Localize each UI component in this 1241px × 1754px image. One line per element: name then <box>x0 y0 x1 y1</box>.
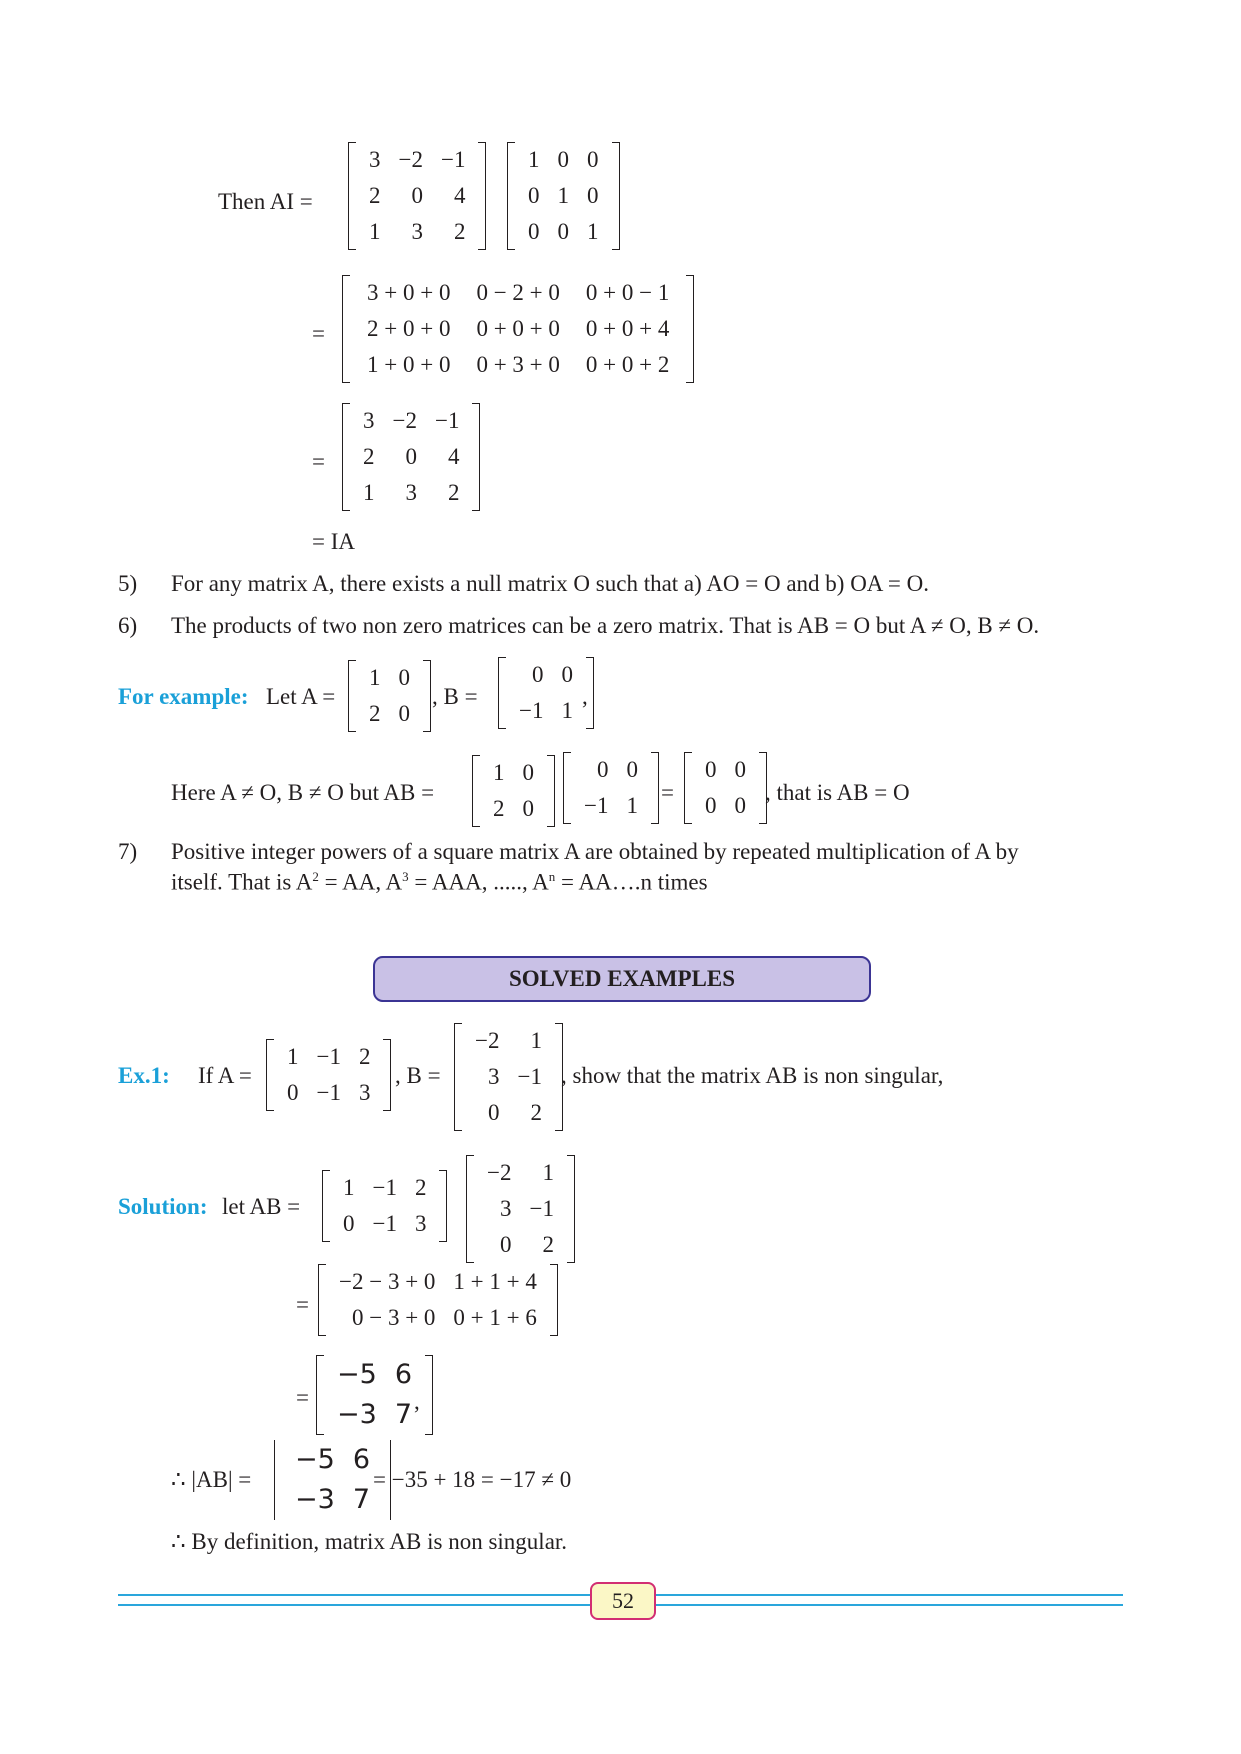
matrix-cell: 3 + 0 + 0 <box>367 280 451 305</box>
matrix-cell: 0 + 0 + 0 <box>476 316 560 341</box>
item-5-text: For any matrix A, there exists a null matrix O such that a) AO = O and b) OA = O. <box>171 571 929 596</box>
item-5-number: 5) <box>118 571 138 596</box>
matrix-cell: −1 <box>440 147 466 172</box>
matrix-cell: 2 <box>447 480 460 505</box>
matrix-cell: −1 <box>316 1080 341 1105</box>
matrix-cell: 0 + 1 + 6 <box>453 1305 537 1330</box>
solution-expanded-matrix <box>318 1264 558 1336</box>
item-6-text: The products of two non zero matrices can be a zero matrix. That is AB = O but A ≠ O, B ≠ O. <box>171 613 1040 638</box>
let-a-text: Let A = <box>266 684 336 709</box>
matrix-cell: 1 <box>587 219 599 244</box>
matrix-cell: 2 <box>530 1100 542 1125</box>
left-bracket <box>342 275 350 383</box>
for-example-label: For example: <box>118 684 249 709</box>
that-is-ab-text: , that is AB = O <box>765 780 910 805</box>
matrix-cell: −2 <box>487 1160 512 1185</box>
matrix-cell: 2 <box>369 183 381 208</box>
matrix-cell: 1 <box>369 665 381 690</box>
matrix-cell: 4 <box>447 444 460 469</box>
matrix-cell: 0 <box>596 757 609 782</box>
ex1-if-a-text: If A = <box>198 1063 252 1088</box>
example-matrix-b <box>498 657 594 729</box>
left-bracket <box>318 1264 326 1336</box>
matrix-cell: −2 <box>398 147 423 172</box>
matrix-cell: 0 <box>528 183 540 208</box>
trailing-comma: , <box>414 1389 420 1414</box>
right-bracket <box>550 1264 558 1336</box>
page-number: 52 <box>590 1582 656 1620</box>
here-matrix-b <box>563 752 659 824</box>
left-bracket <box>274 1440 277 1520</box>
matrix-cell: 1 <box>363 480 375 505</box>
matrix-cell: 2 <box>453 219 466 244</box>
matrix-cell: −5 <box>295 1444 335 1475</box>
matrix-cell: 2 <box>358 1044 371 1069</box>
right-bracket <box>439 1170 447 1242</box>
matrix-cell: 1 <box>493 760 505 785</box>
matrix-cell: 3 <box>405 480 417 505</box>
matrix-cell: −2 − 3 + 0 <box>339 1269 436 1294</box>
matrix-cell: 0 + 0 − 1 <box>585 280 670 305</box>
matrix-cell: 3 <box>369 147 381 172</box>
item-7-line-2: itself. That is $A^2$ = AA, $A^3$ = AAA, ....., $A^n$ = AA….n times <box>171 869 708 895</box>
ex1-matrix-b <box>454 1023 563 1131</box>
matrix-cell: 1 <box>557 183 569 208</box>
matrix-cell: 0 − 3 + 0 <box>351 1305 436 1330</box>
matrix-cell: 0 <box>705 793 717 818</box>
ex1-comma-b-text: , B = <box>395 1063 441 1088</box>
here-text: Here A ≠ O, B ≠ O but AB = <box>171 780 435 805</box>
matrix-cell: 2 <box>542 1232 554 1257</box>
equals-sign: = <box>661 780 674 805</box>
matrix-cell: 0 <box>343 1211 355 1236</box>
matrix-cell: 2 <box>363 444 375 469</box>
therefore-det-text: ∴ |AB| = <box>171 1467 252 1492</box>
let-ab-text: let AB = <box>222 1194 301 1219</box>
matrix-cell: −3 <box>337 1399 377 1430</box>
matrix-cell: 0 <box>487 1100 500 1125</box>
matrix-cell: −1 <box>372 1175 397 1200</box>
matrix-cell: 0 <box>626 757 638 782</box>
left-bracket <box>454 1023 462 1131</box>
matrix-cell: 0 <box>405 444 417 469</box>
ai-result-matrix <box>342 403 480 511</box>
solution-matrix-a <box>322 1170 447 1242</box>
matrix-cell: 3 <box>411 219 423 244</box>
matrix-cell: 2 <box>369 701 381 726</box>
matrix-cell: 1 <box>528 147 540 172</box>
matrix-cell: 0 + 0 + 2 <box>585 352 670 377</box>
ex1-matrix-a <box>266 1039 391 1111</box>
left-bracket <box>322 1170 330 1242</box>
matrix-cell: 0 <box>522 796 534 821</box>
left-bracket <box>472 755 480 827</box>
right-bracket <box>478 142 486 250</box>
solved-examples-banner: SOLVED EXAMPLES <box>373 956 871 1002</box>
matrix-cell: 0 − 2 + 0 <box>476 280 560 305</box>
matrix-cell: 0 <box>398 701 410 726</box>
item-7-line-1: Positive integer powers of a square matrix A are obtained by repeated multiplication of A by <box>171 839 1019 864</box>
matrix-cell: −1 <box>316 1044 341 1069</box>
matrix-cell: 4 <box>453 183 466 208</box>
right-bracket <box>383 1039 391 1111</box>
matrix-cell: 1 <box>626 793 638 818</box>
right-bracket <box>612 142 620 250</box>
equals-sign: = <box>296 1385 309 1410</box>
right-bracket <box>651 752 659 824</box>
determinant-result: = −35 + 18 = −17 ≠ 0 <box>373 1467 572 1492</box>
matrix-a <box>348 142 486 250</box>
matrix-cell: 0 <box>287 1080 299 1105</box>
ai-expanded-matrix <box>342 275 694 383</box>
matrix-cell: 0 <box>705 757 717 782</box>
equals-sign: = <box>312 449 325 474</box>
matrix-cell: 1 <box>287 1044 299 1069</box>
then-ai-label: Then AI = <box>218 189 313 214</box>
solution-label: Solution: <box>118 1194 208 1219</box>
right-bracket <box>567 1155 575 1263</box>
matrix-cell: 6 <box>352 1444 370 1475</box>
matrix-cell: 6 <box>394 1359 412 1390</box>
right-bracket <box>423 660 431 732</box>
matrix-cell: 0 <box>499 1232 512 1257</box>
matrix-cell: −1 <box>372 1211 397 1236</box>
matrix-cell: −2 <box>392 408 417 433</box>
right-bracket <box>472 403 480 511</box>
matrix-cell: 3 <box>414 1211 427 1236</box>
left-bracket <box>563 752 571 824</box>
example-matrix-a <box>348 660 431 732</box>
matrix-cell: 3 <box>358 1080 371 1105</box>
here-matrix-a <box>472 755 555 827</box>
trailing-comma: , <box>582 684 588 709</box>
left-bracket <box>348 660 356 732</box>
right-bracket <box>686 275 694 383</box>
matrix-cell: 0 + 3 + 0 <box>476 352 560 377</box>
matrix-cell: 0 <box>561 662 573 687</box>
zero-matrix <box>684 752 767 824</box>
matrix-cell: 1 <box>561 698 573 723</box>
left-bracket <box>498 657 506 729</box>
matrix-cell: 1 <box>542 1160 554 1185</box>
matrix-cell: −5 <box>337 1359 377 1390</box>
matrix-cell: 0 <box>734 793 746 818</box>
ex1-label: Ex.1: <box>118 1063 170 1088</box>
matrix-cell: 2 <box>414 1175 427 1200</box>
right-bracket <box>547 755 555 827</box>
left-bracket <box>348 142 356 250</box>
matrix-cell: 7 <box>394 1399 412 1430</box>
left-bracket <box>507 142 515 250</box>
matrix-cell: −1 <box>517 1064 542 1089</box>
equals-ia: = IA <box>312 529 355 554</box>
comma-b-text: , B = <box>432 684 478 709</box>
equals-sign: = <box>296 1292 309 1317</box>
matrix-cell: 2 <box>493 796 505 821</box>
matrix-cell: 0 <box>528 219 540 244</box>
left-bracket <box>316 1355 324 1435</box>
left-bracket <box>266 1039 274 1111</box>
matrix-cell: −1 <box>519 698 544 723</box>
matrix-cell: 3 <box>363 408 375 433</box>
matrix-cell: −1 <box>529 1196 554 1221</box>
matrix-cell: 1 <box>343 1175 355 1200</box>
left-bracket <box>342 403 350 511</box>
left-bracket <box>684 752 692 824</box>
item-7-number: 7) <box>118 839 138 864</box>
matrix-cell: 0 <box>411 183 423 208</box>
matrix-cell: 0 + 0 + 4 <box>585 316 670 341</box>
matrix-cell: 0 <box>398 665 410 690</box>
matrix-cell: −3 <box>295 1484 335 1515</box>
conclusion-text: ∴ By definition, matrix AB is non singular. <box>171 1529 568 1554</box>
solution-matrix-b <box>466 1155 575 1263</box>
matrix-cell: 1 + 0 + 0 <box>367 352 451 377</box>
matrix-cell: −2 <box>475 1028 500 1053</box>
matrix-cell: 0 <box>522 760 534 785</box>
left-bracket <box>466 1155 474 1263</box>
matrix-cell: 3 <box>499 1196 512 1221</box>
matrix-cell: 0 <box>587 183 599 208</box>
matrix-cell: −1 <box>584 793 609 818</box>
item-6-number: 6) <box>118 613 138 638</box>
matrix-cell: −1 <box>434 408 460 433</box>
matrix-cell: 1 + 1 + 4 <box>453 1269 537 1294</box>
right-bracket <box>425 1355 433 1435</box>
matrix-cell: 0 <box>557 147 569 172</box>
identity-matrix <box>507 142 620 250</box>
matrix-cell: 0 <box>531 662 544 687</box>
matrix-cell: 1 <box>369 219 381 244</box>
matrix-cell: 3 <box>487 1064 500 1089</box>
matrix-cell: 0 <box>734 757 746 782</box>
matrix-cell: 0 <box>557 219 569 244</box>
ex1-show-text: , show that the matrix AB is non singular, <box>561 1063 944 1088</box>
matrix-cell: 7 <box>352 1484 370 1515</box>
matrix-cell: 0 <box>587 147 599 172</box>
matrix-cell: 1 <box>530 1028 542 1053</box>
matrix-cell: 2 + 0 + 0 <box>367 316 451 341</box>
equals-sign: = <box>312 321 325 346</box>
